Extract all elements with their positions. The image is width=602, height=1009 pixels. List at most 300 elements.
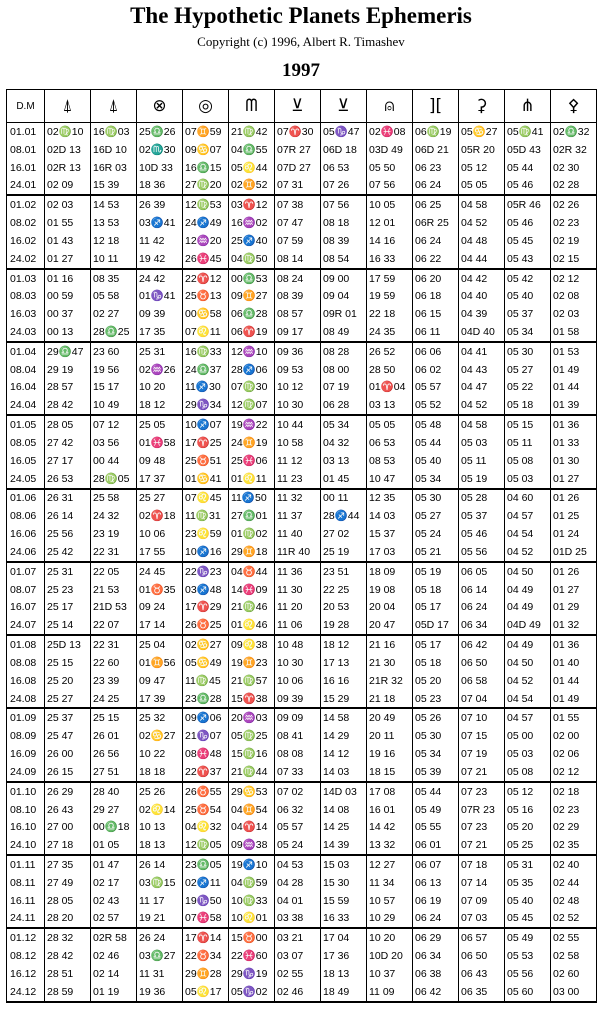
position-cell: 25♉13 bbox=[183, 287, 229, 305]
position-cell: 10 06 bbox=[275, 672, 321, 690]
position-cell: 02 46 bbox=[275, 983, 321, 1002]
position-cell: 28 05 bbox=[45, 892, 91, 910]
position-cell: 09♋07 bbox=[183, 141, 229, 159]
position-cell: 10 47 bbox=[367, 470, 413, 489]
position-cell: 05♑02 bbox=[229, 983, 275, 1002]
position-cell: 07 21 bbox=[459, 763, 505, 782]
position-cell: 00♋58 bbox=[183, 305, 229, 323]
table-row bbox=[7, 654, 597, 672]
position-cell: 28 05 bbox=[45, 415, 91, 434]
position-cell: 06 15 bbox=[413, 305, 459, 323]
position-cell: 16R 03 bbox=[91, 159, 137, 177]
position-cell: 25♓06 bbox=[229, 452, 275, 470]
position-cell: 01 39 bbox=[551, 396, 597, 415]
position-cell: 06R 25 bbox=[413, 214, 459, 232]
table-row bbox=[7, 434, 597, 452]
table-row bbox=[7, 159, 597, 177]
position-cell: 05 28 bbox=[459, 489, 505, 508]
position-cell: 04 53 bbox=[275, 855, 321, 874]
position-cell: 15 30 bbox=[321, 874, 367, 892]
table-row bbox=[7, 801, 597, 819]
position-cell: 19♐10 bbox=[229, 855, 275, 874]
position-cell: 22 07 bbox=[91, 616, 137, 635]
position-cell: 05 00 bbox=[505, 727, 551, 745]
position-cell: 02R 32 bbox=[551, 141, 597, 159]
position-cell: 06 35 bbox=[459, 983, 505, 1002]
position-cell: 06 34 bbox=[413, 947, 459, 965]
position-cell: 19♑50 bbox=[183, 892, 229, 910]
position-cell: 22♓60 bbox=[229, 947, 275, 965]
position-cell: 03♎27 bbox=[137, 947, 183, 965]
date-cell: 01.05 bbox=[7, 415, 45, 434]
position-cell: 29♋53 bbox=[229, 782, 275, 801]
position-cell: 06 50 bbox=[459, 654, 505, 672]
table-row bbox=[7, 396, 597, 415]
position-cell: 25 15 bbox=[91, 708, 137, 727]
date-cell: 01.06 bbox=[7, 489, 45, 508]
position-cell: 06 42 bbox=[413, 983, 459, 1002]
position-cell: 23 19 bbox=[91, 525, 137, 543]
position-cell: 02 23 bbox=[551, 214, 597, 232]
position-cell: 03 07 bbox=[275, 947, 321, 965]
position-cell: 05 30 bbox=[505, 342, 551, 361]
position-cell: 07♊59 bbox=[183, 123, 229, 141]
position-cell: 04♍50 bbox=[229, 250, 275, 269]
position-cell: 17 37 bbox=[137, 470, 183, 489]
position-cell: 05 60 bbox=[505, 983, 551, 1002]
position-cell: 05 40 bbox=[505, 287, 551, 305]
position-cell: 05♋49 bbox=[183, 654, 229, 672]
position-cell: 04 52 bbox=[459, 214, 505, 232]
position-cell: 01♌46 bbox=[229, 616, 275, 635]
position-cell: 24 42 bbox=[137, 269, 183, 288]
position-cell: 24 25 bbox=[91, 690, 137, 709]
position-cell: 10 11 bbox=[91, 250, 137, 269]
position-cell: 02 09 bbox=[45, 176, 91, 195]
position-cell: 07R 27 bbox=[275, 141, 321, 159]
position-cell: 09 00 bbox=[321, 269, 367, 288]
position-cell: 15 03 bbox=[321, 855, 367, 874]
position-cell: 28 50 bbox=[367, 361, 413, 379]
date-cell: 16.05 bbox=[7, 452, 45, 470]
position-cell: 03 38 bbox=[275, 910, 321, 929]
position-cell: 09♐06 bbox=[183, 708, 229, 727]
position-cell: 19♒22 bbox=[229, 415, 275, 434]
table-row bbox=[7, 616, 597, 635]
position-cell: 07 26 bbox=[321, 176, 367, 195]
position-cell: 26 14 bbox=[137, 855, 183, 874]
position-cell: 02 23 bbox=[551, 801, 597, 819]
position-cell: 02 60 bbox=[551, 965, 597, 983]
header-planet-9 bbox=[413, 90, 459, 123]
position-cell: 07 47 bbox=[275, 214, 321, 232]
position-cell: 28 42 bbox=[45, 947, 91, 965]
position-cell: 07 10 bbox=[459, 708, 505, 727]
position-cell: 06 06 bbox=[413, 342, 459, 361]
position-cell: 18 13 bbox=[137, 836, 183, 855]
position-cell: 05 56 bbox=[459, 543, 505, 562]
position-cell: 04D 40 bbox=[459, 323, 505, 342]
position-cell: 19 59 bbox=[367, 287, 413, 305]
position-cell: 14 29 bbox=[321, 727, 367, 745]
position-cell: 14 03 bbox=[367, 507, 413, 525]
position-cell: 02 46 bbox=[91, 947, 137, 965]
header-planet-11 bbox=[505, 90, 551, 123]
position-cell: 11 42 bbox=[137, 232, 183, 250]
header-planet-6 bbox=[275, 90, 321, 123]
date-cell: 08.03 bbox=[7, 287, 45, 305]
date-cell: 01.07 bbox=[7, 562, 45, 581]
position-cell: 05 19 bbox=[459, 470, 505, 489]
position-cell: 09 53 bbox=[275, 361, 321, 379]
position-cell: 01 27 bbox=[551, 470, 597, 489]
position-cell: 03 13 bbox=[367, 396, 413, 415]
position-cell: 04 41 bbox=[459, 342, 505, 361]
concentric-circles-icon: ◎ bbox=[198, 96, 213, 116]
position-cell: 22♑23 bbox=[183, 562, 229, 581]
position-cell: 11 17 bbox=[137, 892, 183, 910]
position-cell: 09 17 bbox=[275, 323, 321, 342]
position-cell: 10♍33 bbox=[229, 892, 275, 910]
position-cell: 25 58 bbox=[91, 489, 137, 508]
position-cell: 22♈37 bbox=[183, 763, 229, 782]
position-cell: 06D 21 bbox=[413, 141, 459, 159]
date-cell: 16.07 bbox=[7, 598, 45, 616]
position-cell: 05 56 bbox=[505, 965, 551, 983]
position-cell: 06 53 bbox=[321, 159, 367, 177]
position-cell: 16D 10 bbox=[91, 141, 137, 159]
position-cell: 28♍05 bbox=[91, 470, 137, 489]
position-cell: 09 47 bbox=[137, 672, 183, 690]
table-row bbox=[7, 525, 597, 543]
position-cell: 20 47 bbox=[367, 616, 413, 635]
position-cell: 03D 49 bbox=[367, 141, 413, 159]
position-cell: 25 19 bbox=[321, 543, 367, 562]
position-cell: 04 49 bbox=[505, 635, 551, 654]
position-cell: 21♍57 bbox=[229, 672, 275, 690]
position-cell: 05 27 bbox=[413, 507, 459, 525]
position-cell: 17 13 bbox=[321, 654, 367, 672]
position-cell: 21♑07 bbox=[183, 727, 229, 745]
position-cell: 06 34 bbox=[459, 616, 505, 635]
position-cell: 17 08 bbox=[367, 782, 413, 801]
position-cell: 25 05 bbox=[137, 415, 183, 434]
date-cell: 24.04 bbox=[7, 396, 45, 415]
page-title: The Hypothetic Planets Ephemeris bbox=[130, 3, 472, 28]
position-cell: 22 60 bbox=[91, 654, 137, 672]
position-cell: 07♌11 bbox=[183, 323, 229, 342]
position-cell: 20 04 bbox=[367, 598, 413, 616]
position-cell: 04 50 bbox=[505, 654, 551, 672]
table-row bbox=[7, 855, 597, 874]
position-cell: 06 50 bbox=[459, 947, 505, 965]
date-cell: 16.06 bbox=[7, 525, 45, 543]
position-cell: 10D 20 bbox=[367, 947, 413, 965]
position-cell: 28 40 bbox=[91, 782, 137, 801]
position-cell: 19 36 bbox=[137, 983, 183, 1002]
table-row bbox=[7, 323, 597, 342]
position-cell: 05 53 bbox=[505, 947, 551, 965]
position-cell: 28 57 bbox=[45, 379, 91, 397]
position-cell: 07♓58 bbox=[183, 910, 229, 929]
position-cell: 10♐16 bbox=[183, 543, 229, 562]
position-cell: 05 20 bbox=[413, 672, 459, 690]
position-cell: 21 30 bbox=[367, 654, 413, 672]
position-cell: 28♎25 bbox=[91, 323, 137, 342]
position-cell: 10 48 bbox=[275, 635, 321, 654]
position-cell: 19 56 bbox=[91, 361, 137, 379]
position-cell: 00 59 bbox=[45, 287, 91, 305]
position-cell: 01 47 bbox=[91, 855, 137, 874]
header-planet-5 bbox=[229, 90, 275, 123]
table-row bbox=[7, 635, 597, 654]
position-cell: 06 24 bbox=[459, 598, 505, 616]
table-row bbox=[7, 965, 597, 983]
position-cell: 07 02 bbox=[275, 782, 321, 801]
position-cell: 02 08 bbox=[551, 287, 597, 305]
position-cell: 18 09 bbox=[367, 562, 413, 581]
position-cell: 00 44 bbox=[91, 452, 137, 470]
position-cell: 16 33 bbox=[367, 250, 413, 269]
position-cell: 09 39 bbox=[275, 690, 321, 709]
arrow-on-triangle-icon: ⍋ bbox=[62, 96, 73, 116]
position-cell: 05 21 bbox=[413, 543, 459, 562]
position-cell: 23 39 bbox=[91, 672, 137, 690]
position-cell: 25♉51 bbox=[183, 452, 229, 470]
table-row bbox=[7, 672, 597, 690]
position-cell: 18 13 bbox=[321, 965, 367, 983]
position-cell: 11 20 bbox=[275, 598, 321, 616]
position-cell: 19 42 bbox=[137, 250, 183, 269]
position-cell: 05 16 bbox=[505, 801, 551, 819]
date-cell: 24.07 bbox=[7, 616, 45, 635]
position-cell: 18 15 bbox=[367, 763, 413, 782]
position-cell: 25 56 bbox=[45, 525, 91, 543]
position-cell: 26 00 bbox=[45, 745, 91, 763]
position-cell: 05 49 bbox=[505, 928, 551, 947]
position-cell: 02 18 bbox=[551, 782, 597, 801]
position-cell: 05♌17 bbox=[183, 983, 229, 1002]
date-cell: 01.12 bbox=[7, 928, 45, 947]
position-cell: 21♍46 bbox=[229, 598, 275, 616]
table-row bbox=[7, 836, 597, 855]
header-planet-2 bbox=[91, 90, 137, 123]
position-cell: 06♍19 bbox=[413, 123, 459, 141]
position-cell: 22♉34 bbox=[183, 947, 229, 965]
position-cell: 01 24 bbox=[551, 525, 597, 543]
position-cell: 01 26 bbox=[551, 489, 597, 508]
position-cell: 17♈25 bbox=[183, 434, 229, 452]
table-row bbox=[7, 123, 597, 141]
position-cell: 26 15 bbox=[45, 763, 91, 782]
position-cell: 05 46 bbox=[459, 525, 505, 543]
position-cell: 07 59 bbox=[275, 232, 321, 250]
date-cell: 08.06 bbox=[7, 507, 45, 525]
position-cell: 26 01 bbox=[91, 727, 137, 745]
position-cell: 16 33 bbox=[321, 910, 367, 929]
table-row bbox=[7, 232, 597, 250]
date-cell: 08.12 bbox=[7, 947, 45, 965]
position-cell: 14 42 bbox=[367, 818, 413, 836]
position-cell: 05 45 bbox=[505, 910, 551, 929]
position-cell: 17 14 bbox=[137, 616, 183, 635]
position-cell: 17 59 bbox=[367, 269, 413, 288]
header-planet-1 bbox=[45, 90, 91, 123]
position-cell: 02 58 bbox=[551, 947, 597, 965]
position-cell: 08 24 bbox=[275, 269, 321, 288]
position-cell: 01 55 bbox=[45, 214, 91, 232]
table-row bbox=[7, 342, 597, 361]
position-cell: 13 53 bbox=[91, 214, 137, 232]
date-cell: 08.08 bbox=[7, 654, 45, 672]
header-row bbox=[7, 90, 597, 123]
crescent-cross-icon: ⚳ bbox=[475, 96, 488, 116]
position-cell: 02♊52 bbox=[229, 176, 275, 195]
position-cell: 14♓09 bbox=[229, 581, 275, 599]
position-cell: 25 31 bbox=[45, 562, 91, 581]
position-cell: 10 13 bbox=[137, 818, 183, 836]
position-cell: 02 26 bbox=[551, 195, 597, 214]
position-cell: 12 18 bbox=[91, 232, 137, 250]
position-cell: 27 00 bbox=[45, 818, 91, 836]
position-cell: 05R 20 bbox=[459, 141, 505, 159]
position-cell: 05 27 bbox=[505, 361, 551, 379]
position-cell: 17♈14 bbox=[183, 928, 229, 947]
position-cell: 06 38 bbox=[413, 965, 459, 983]
table-row bbox=[7, 690, 597, 709]
date-cell: 08.07 bbox=[7, 581, 45, 599]
cross-orb-icon: ⚴ bbox=[567, 96, 580, 116]
position-cell: 06 24 bbox=[413, 176, 459, 195]
position-cell: 23 51 bbox=[321, 562, 367, 581]
table-row bbox=[7, 305, 597, 323]
position-cell: 24♊19 bbox=[229, 434, 275, 452]
position-cell: 21R 32 bbox=[367, 672, 413, 690]
position-cell: 10♐07 bbox=[183, 415, 229, 434]
position-cell: 11 23 bbox=[275, 470, 321, 489]
position-cell: 08 14 bbox=[275, 250, 321, 269]
position-cell: 02 35 bbox=[551, 836, 597, 855]
position-cell: 06 42 bbox=[459, 635, 505, 654]
date-cell: 16.10 bbox=[7, 818, 45, 836]
date-cell: 24.03 bbox=[7, 323, 45, 342]
position-cell: 03♈12 bbox=[229, 195, 275, 214]
position-cell: 07 04 bbox=[459, 690, 505, 709]
position-cell: 05 17 bbox=[413, 598, 459, 616]
position-cell: 05 37 bbox=[505, 305, 551, 323]
position-cell: 26♉55 bbox=[183, 782, 229, 801]
position-cell: 26 43 bbox=[45, 801, 91, 819]
position-cell: 25 15 bbox=[45, 654, 91, 672]
table-row bbox=[7, 983, 597, 1002]
position-cell: 04 40 bbox=[459, 287, 505, 305]
position-cell: 17 39 bbox=[137, 690, 183, 709]
position-cell: 08 54 bbox=[321, 250, 367, 269]
position-cell: 01♍02 bbox=[229, 525, 275, 543]
year-heading: 1997 bbox=[282, 60, 320, 81]
position-cell: 05 42 bbox=[505, 269, 551, 288]
position-cell: 10 05 bbox=[367, 195, 413, 214]
position-cell: 02♌14 bbox=[137, 801, 183, 819]
position-cell: 11 40 bbox=[275, 525, 321, 543]
position-cell: 10 57 bbox=[367, 892, 413, 910]
position-cell: 07 14 bbox=[459, 874, 505, 892]
position-cell: 02♒26 bbox=[137, 361, 183, 379]
date-cell: 24.11 bbox=[7, 910, 45, 929]
position-cell: 01 43 bbox=[45, 232, 91, 250]
arrow-in-triangle-icon: ⍋ bbox=[108, 96, 119, 116]
position-cell: 15 59 bbox=[321, 892, 367, 910]
position-cell: 05 24 bbox=[413, 525, 459, 543]
position-cell: 14D 03 bbox=[321, 782, 367, 801]
header-planet-8 bbox=[367, 90, 413, 123]
position-cell: 05 12 bbox=[505, 782, 551, 801]
date-cell: 24.12 bbox=[7, 983, 45, 1002]
position-cell: 08 57 bbox=[275, 305, 321, 323]
position-cell: 05 18 bbox=[505, 396, 551, 415]
position-cell: 04 57 bbox=[505, 507, 551, 525]
position-cell: 18 36 bbox=[137, 176, 183, 195]
position-cell: 01 49 bbox=[551, 690, 597, 709]
position-cell: 29♎47 bbox=[45, 342, 91, 361]
position-cell: 04♈14 bbox=[229, 818, 275, 836]
table-row bbox=[7, 928, 597, 947]
position-cell: 25 20 bbox=[45, 672, 91, 690]
table-row bbox=[7, 452, 597, 470]
table-row bbox=[7, 727, 597, 745]
position-cell: 07 03 bbox=[459, 910, 505, 929]
position-cell: 04 58 bbox=[459, 415, 505, 434]
position-cell: 01 27 bbox=[551, 581, 597, 599]
position-cell: 04 01 bbox=[275, 892, 321, 910]
position-cell: 06 20 bbox=[413, 269, 459, 288]
position-cell: 05 49 bbox=[413, 801, 459, 819]
position-cell: 08♓48 bbox=[183, 745, 229, 763]
position-cell: 06 14 bbox=[459, 581, 505, 599]
position-cell: 11 32 bbox=[275, 489, 321, 508]
position-cell: 05 48 bbox=[413, 415, 459, 434]
position-cell: 11 09 bbox=[367, 983, 413, 1002]
date-cell: 16.09 bbox=[7, 745, 45, 763]
position-cell: 05 31 bbox=[505, 855, 551, 874]
position-cell: 27 17 bbox=[45, 452, 91, 470]
position-cell: 07 56 bbox=[367, 176, 413, 195]
position-cell: 07 18 bbox=[459, 855, 505, 874]
table-row bbox=[7, 269, 597, 288]
position-cell: 15 17 bbox=[91, 379, 137, 397]
position-cell: 03 00 bbox=[551, 983, 597, 1002]
position-cell: 16♎15 bbox=[183, 159, 229, 177]
double-bracket-icon: ][ bbox=[428, 96, 443, 116]
position-cell: 28♐44 bbox=[321, 507, 367, 525]
position-cell: 05 19 bbox=[413, 562, 459, 581]
date-cell: 16.08 bbox=[7, 672, 45, 690]
position-cell: 18 49 bbox=[321, 983, 367, 1002]
table-row bbox=[7, 947, 597, 965]
position-cell: 18 12 bbox=[321, 635, 367, 654]
position-cell: 19 21 bbox=[137, 910, 183, 929]
date-cell: 16.12 bbox=[7, 965, 45, 983]
date-cell: 16.01 bbox=[7, 159, 45, 177]
header-planet-10 bbox=[459, 90, 505, 123]
date-cell: 08.05 bbox=[7, 434, 45, 452]
position-cell: 24♎37 bbox=[183, 361, 229, 379]
table-row bbox=[7, 141, 597, 159]
position-cell: 17 35 bbox=[137, 323, 183, 342]
position-cell: 15 37 bbox=[367, 525, 413, 543]
position-cell: 11 34 bbox=[367, 874, 413, 892]
position-cell: 12 27 bbox=[367, 855, 413, 874]
